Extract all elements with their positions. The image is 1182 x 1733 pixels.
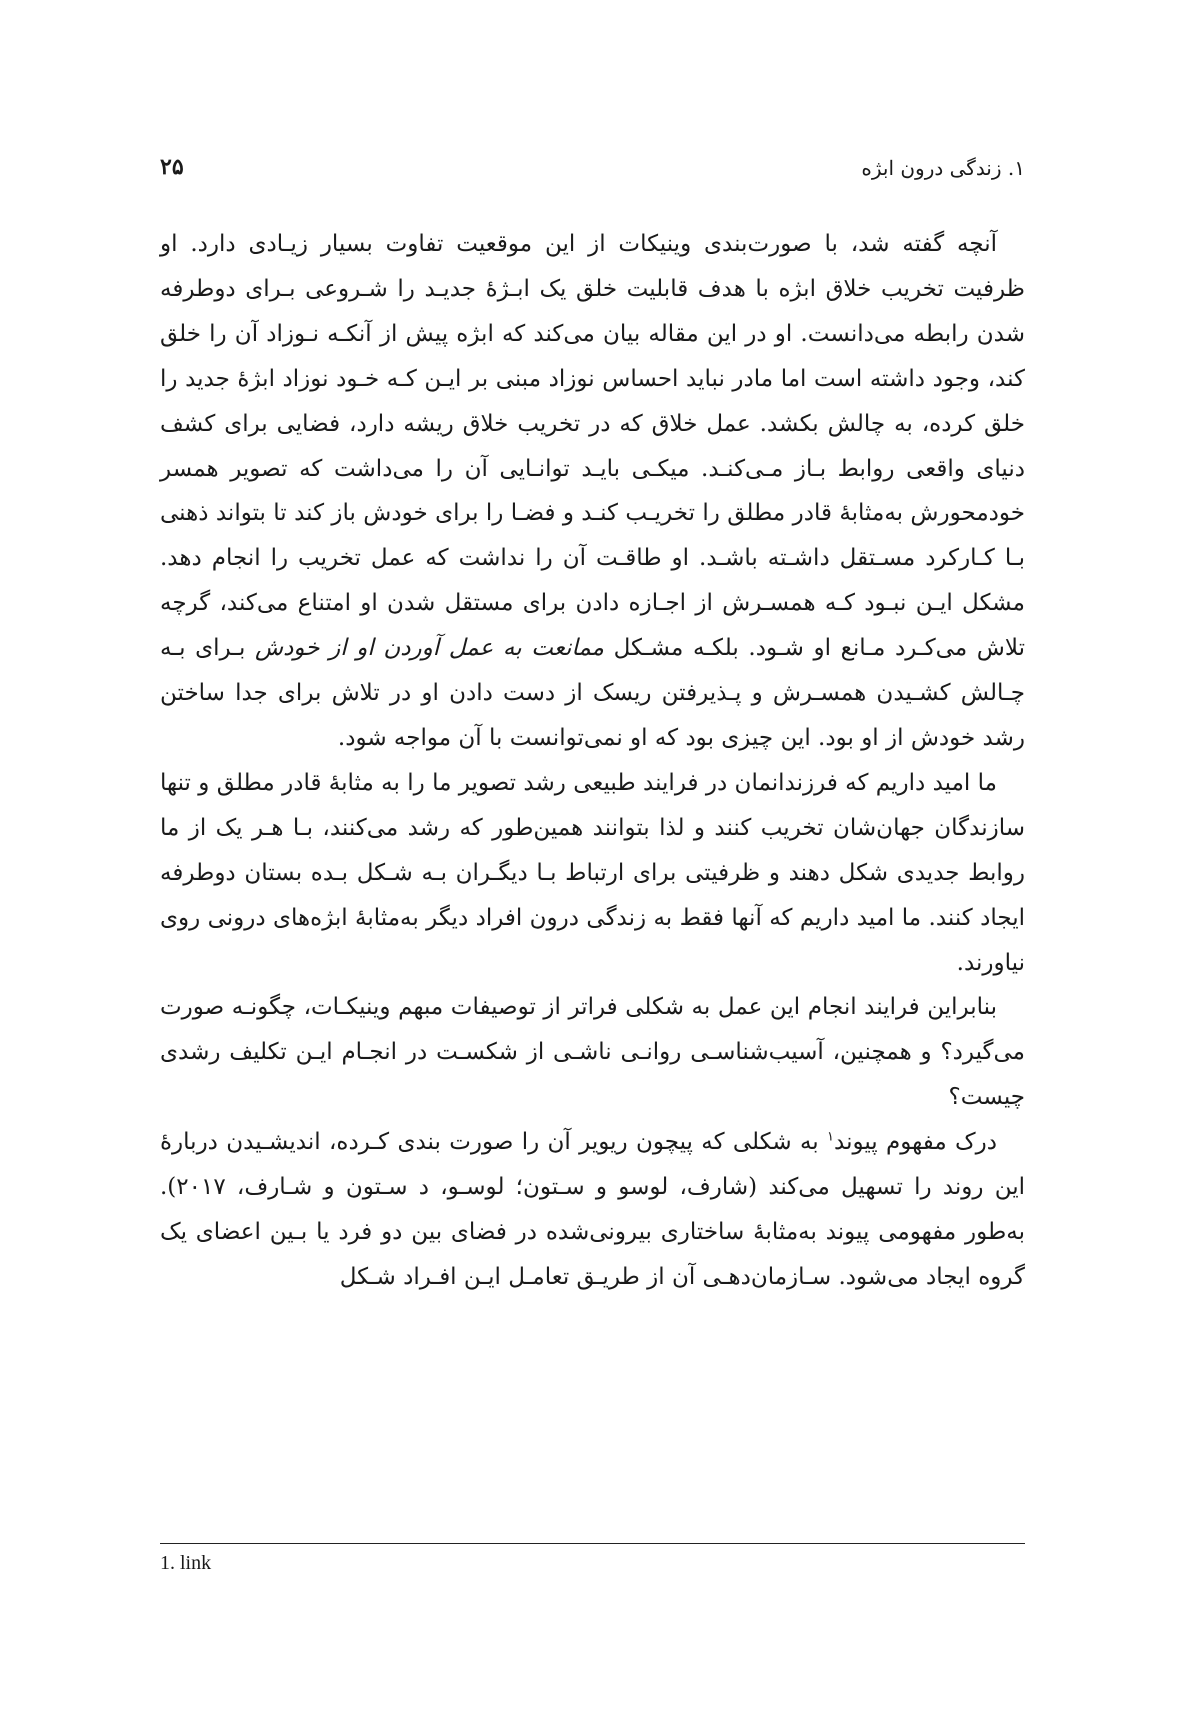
page-number: ۲۵: [160, 154, 184, 180]
footnote-reference[interactable]: ۱: [827, 1129, 835, 1145]
paragraph-4-text: درک مفهوم پیوند: [834, 1129, 997, 1156]
paragraph-1-text: آنچه گفته شد، با صورت‌بندی وینیکات از این موقعیت تفاوت بسیار زیـادی دارد. او ظرفیت تخریب خلاق ابژه با هدف قابلیت خلق یک ابـژۀ جدیـد را شـروعی بـرای دوطرفه شدن رابطه می‌دانست. او در این مقاله بیان می‌کند که ابژه پیش از آنکـه نـوزاد آن را خلق کند، وجود داشته است اما مادر نباید احساس نوزاد مبنی بر ایـن کـه خـود نوزاد ابژۀ جدید را خلق کرده، به چالش بکشد. عمل خلاق که در تخریب خلاق ریشه دارد، فضایی برای کشف دنیای واقعی روابط بـاز مـی‌کنـد. میکـی بایـد توانـایی آن را می‌داشت که تصویر همسر خودمحورش به‌مثابۀ قادر مطلق را تخریـب کنـد و فضـا را برای خودش باز کند تا بتواند ذهنی بـا کـارکرد مسـتقل داشـته باشـد. او طاقـت آن را نداشت که عمل تخریب را انجام دهد. مشکل ایـن نبـود کـه همسـرش از اجـازه دادن برای مستقل شدن او امتناع می‌کند، گرچه تلاش می‌کـرد مـانع او شـود. بلکـه مشـکل: [160, 231, 1025, 662]
paragraph-3: بنابراین فرایند انجام این عمل به شکلی فراتر از توصیفات مبهم وینیکـات، چگونـه صورت می‌گیرد؟ و همچنین، آسیب‌شناسـی روانـی ناشـی از شکسـت در انجـام ایـن تکلیف رشدی چیست؟: [160, 994, 1025, 1111]
paragraph-1: [160, 222, 1025, 761]
paragraph-2: ما امید داریم که فرزندانمان در فرایند طبیعی رشد تصویر ما را به مثابۀ قادر مطلق و تنها سازندگان جهان‌شان تخریب کنند و لذا بتوانند همین‌طور که رشد می‌کنند، بـا هـر یک از ما روابط جدیدی شکل دهند و ظرفیتی برای ارتباط بـا دیگـران بـه شـکل بـده بستان دوطرفه ایجاد کنند. ما امید داریم که آنها فقط به زندگی درون افراد دیگر به‌مثابۀ ابژه‌های درونی روی نیاورند.: [160, 769, 1025, 976]
paragraph-1-continuation: بـرای بـه چـالش کشـیدن همسـرش و پـذیرفتن ریسک از دست دادن او در تلاش برای جدا ساختن رشد خودش از او بود. این چیزی بود که او نمی‌توانست با آن مواجه شود.: [160, 635, 1025, 751]
chapter-title: ۱. زندگی درون ابژه: [861, 156, 1025, 180]
footnote-divider: [160, 1543, 1025, 1544]
italic-phrase: ممانعت به عمل آوردن او از خودش: [255, 635, 604, 662]
paragraph-4: [160, 1120, 1025, 1300]
body-text: [160, 222, 1025, 1300]
running-header: [160, 156, 1025, 190]
paragraph-4-continuation: به شکلی که پیچون ریویر آن را صورت بندی کـرده، اندیشـیدن دربارۀ این روند را تسهیل می‌کند (شارف، لوسو و سـتون؛ لوسـو، د سـتون و شـارف، ۲۰۱۷). به‌طور مفهومی پیوند به‌مثابۀ ساختاری بیرونی‌شده در فضای بین دو فرد یا بـین اعضای یک گروه ایجاد می‌شود. سـازمان‌دهـی آن از طریـق تعامـل ایـن افـراد شـکل: [160, 1129, 1025, 1290]
footnote: 1. link: [160, 1552, 212, 1574]
